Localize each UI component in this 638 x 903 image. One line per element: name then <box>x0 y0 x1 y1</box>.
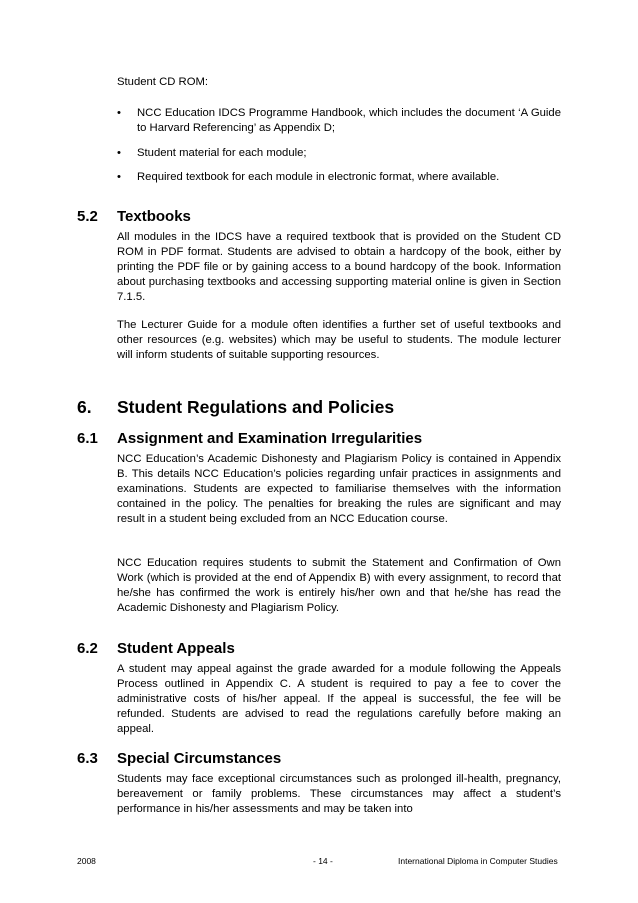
page-number: - 14 - <box>313 856 333 866</box>
chapter-heading: Student Regulations and Policies <box>117 397 395 417</box>
bullet-glyph: • <box>117 147 121 159</box>
paragraph: Students may face exceptional circumstances such as prolonged ill-health, pregnancy, bereavement or family problems. These circumstances may affect a student’s performance in his/her assessments and may be taken into <box>117 773 561 816</box>
list-item-text: NCC Education IDCS Programme Handbook, which includes the document ‘A Guide to Harvard Referencing’ as Appendix D; <box>137 107 561 135</box>
list-item-text: Required textbook for each module in electronic format, where available. <box>137 171 500 183</box>
list-item-text: Student material for each module; <box>137 147 307 159</box>
paragraph: A student may appeal against the grade awarded for a module following the Appeals Process outlined in Appendix C. A student is required to pay a fee to cover the administrative costs of his/her appeal. If the appeal is successful, the fee will be refunded. Students are advised to read the regulations carefully before making an appeal. <box>117 663 561 736</box>
paragraph: NCC Education’s Academic Dishonesty and Plagiarism Policy is contained in Appendix B. This details NCC Education’s policies regarding unfair practices in assignments and examinations. Students are expected to familiarise themselves with the information contained in the policy. The penalties for breaking the rules are significant and may result in a student being excluded from an NCC Education course. <box>117 453 561 526</box>
footer-year: 2008 <box>77 856 96 866</box>
section-heading: Special Circumstances <box>117 750 282 767</box>
section-number: 6.3 <box>77 750 98 767</box>
list-item <box>117 106 561 136</box>
section-heading: Student Appeals <box>117 640 235 657</box>
paragraph: The Lecturer Guide for a module often identifies a further set of useful textbooks and other resources (e.g. websites) which may be useful to students. The module lecturer will inform students of suitable supporting resources. <box>117 319 561 362</box>
section-heading: Textbooks <box>117 208 191 225</box>
paragraph: All modules in the IDCS have a required textbook that is provided on the Student CD ROM in PDF format. Students are advised to obtain a hardcopy of the book, either by printing the PDF file or by gaining access to a bound hardcopy of the book. Information about purchasing textbooks and accessing supporting material online is given in Section 7.1.5. <box>117 231 561 304</box>
bullet-glyph: • <box>117 107 121 119</box>
bullet-glyph: • <box>117 171 121 183</box>
chapter-number: 6. <box>77 397 92 417</box>
list-item <box>117 170 561 185</box>
footer-course-title: International Diploma in Computer Studies <box>398 856 558 866</box>
paragraph: NCC Education requires students to submit the Statement and Confirmation of Own Work (which is provided at the end of Appendix B) with every assignment, to record that he/she has confirmed the work is entirely his/her own and that he/she has read the Academic Dishonesty and Plagiarism Policy. <box>117 557 561 615</box>
section-number: 6.1 <box>77 430 98 447</box>
list-item <box>117 146 561 161</box>
cd-rom-label: Student CD ROM: <box>117 76 209 88</box>
section-number: 5.2 <box>77 208 98 225</box>
section-heading: Assignment and Examination Irregularities <box>117 430 423 447</box>
section-number: 6.2 <box>77 640 98 657</box>
